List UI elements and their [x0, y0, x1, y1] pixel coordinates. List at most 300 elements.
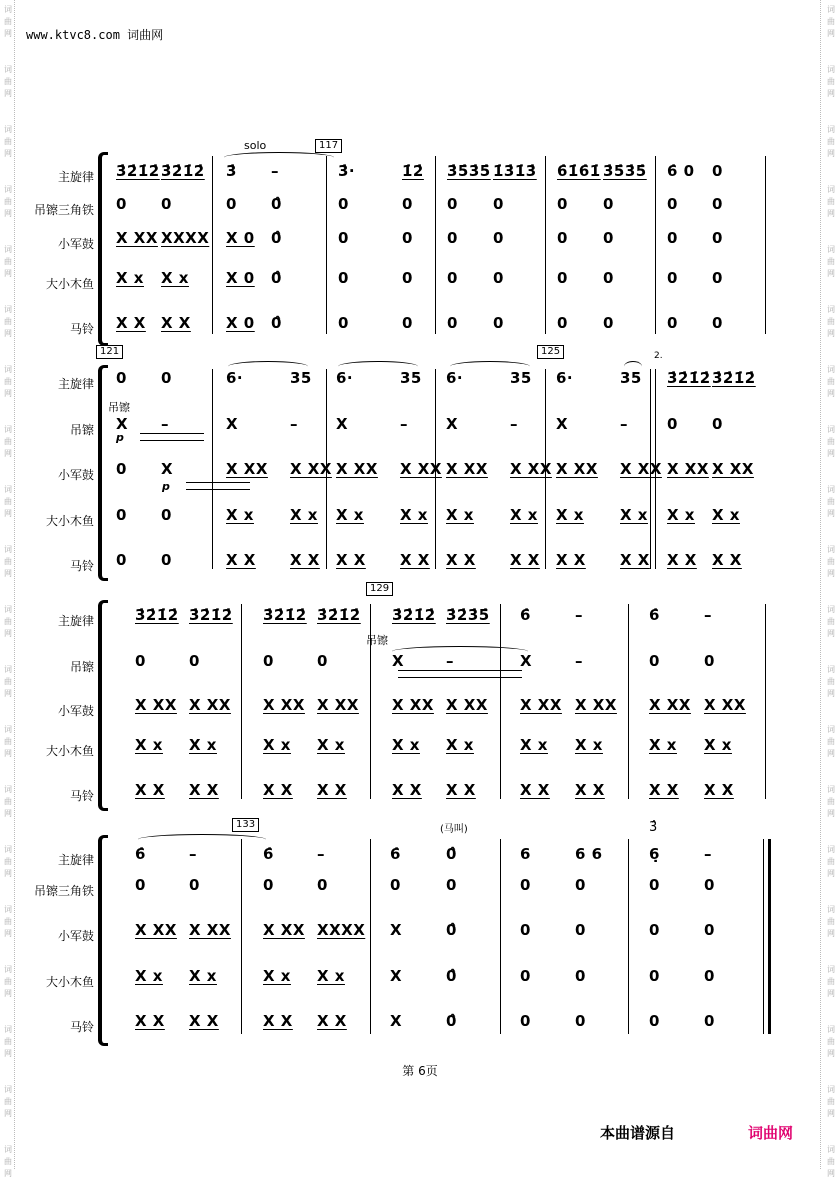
watermark-glyph: 曲 — [827, 617, 835, 626]
note-cell: 0 — [161, 551, 172, 569]
note-cell: X X — [575, 781, 605, 799]
watermark-glyph: 词 — [4, 965, 12, 974]
watermark-glyph: 网 — [827, 689, 835, 698]
note-cell: 0 — [161, 506, 172, 524]
watermark-glyph: 曲 — [4, 437, 12, 446]
note-cell: – — [704, 606, 712, 624]
note-cell: 0 — [575, 876, 586, 894]
watermark-glyph: 曲 — [4, 377, 12, 386]
note-cell: 6̇ — [649, 606, 660, 624]
instrument-label: 马铃 — [69, 322, 94, 336]
watermark-glyph: 词 — [827, 365, 835, 374]
note-cell: X XX — [189, 696, 231, 714]
note-cell: 0 — [447, 195, 458, 213]
note-cell: X X — [392, 781, 422, 799]
note-cell: 0 — [649, 1012, 660, 1030]
note-cell: 0 — [493, 195, 504, 213]
note-cell: X x — [400, 506, 428, 524]
note-cell: X — [390, 967, 403, 985]
site-header[interactable]: www.ktvc8.com 词曲网 — [26, 28, 164, 42]
note-cell: 0 — [712, 415, 723, 433]
note-cell: X — [556, 415, 569, 433]
note-cell: 6̇ — [263, 845, 274, 863]
note-cell: X x — [704, 736, 732, 754]
note-cell: 3̇2̇1̇2̇ — [189, 606, 233, 624]
note-cell: 35 — [510, 369, 532, 387]
system-brace — [98, 152, 108, 346]
watermark-glyph: 曲 — [4, 1037, 12, 1046]
note-cell: 0 — [161, 195, 172, 213]
watermark-glyph: 曲 — [827, 677, 835, 686]
watermark-glyph: 词 — [4, 785, 12, 794]
watermark-glyph: 词 — [4, 485, 12, 494]
watermark-glyph: 词 — [827, 485, 835, 494]
slur-mark — [624, 361, 642, 372]
note-cell: 0 — [704, 652, 715, 670]
note-cell: 0 — [447, 229, 458, 247]
note-cell: X — [390, 921, 403, 939]
note-cell: X x — [392, 736, 420, 754]
note-cell: – — [317, 845, 325, 863]
watermark-glyph: 词 — [827, 1085, 835, 1094]
watermark-glyph: 网 — [827, 749, 835, 758]
note-cell: 6 6 — [575, 845, 603, 863]
note-cell: X XX — [116, 229, 158, 247]
note-cell: X X — [620, 551, 650, 569]
watermark-glyph: 曲 — [827, 257, 835, 266]
note-cell: 0 — [161, 369, 172, 387]
watermark-glyph: 网 — [4, 749, 12, 758]
note-cell: 0 — [447, 314, 458, 332]
measure-number: 117 — [315, 139, 342, 153]
instrument-label: 小军鼓 — [57, 704, 94, 718]
note-cell: X X — [446, 551, 476, 569]
note-cell: 0 — [338, 269, 349, 287]
barline — [655, 156, 656, 334]
note-cell: 0 — [667, 415, 678, 433]
note-cell: X XX — [317, 696, 359, 714]
watermark-glyph: 网 — [827, 149, 835, 158]
note-cell: 0 — [704, 1012, 715, 1030]
note-cell: 0 — [402, 269, 413, 287]
note-cell: X XX — [712, 460, 754, 478]
note-cell: 3̇2̇3̇5̇ — [446, 606, 490, 624]
instrument-label: 大小木鱼 — [45, 277, 94, 291]
source-label: 本曲谱源自 — [600, 1124, 676, 1142]
note-cell: 0 — [226, 195, 237, 213]
watermark-glyph: 网 — [827, 329, 835, 338]
watermark-glyph: 词 — [4, 665, 12, 674]
note-cell: 6̣ — [649, 845, 660, 863]
watermark-glyph: 曲 — [827, 497, 835, 506]
note-cell: X X — [667, 551, 697, 569]
watermark-glyph: 词 — [4, 5, 12, 14]
note-cell: X XX — [263, 696, 305, 714]
note-cell: 6̇ 0 — [667, 162, 695, 180]
note-cell: 0̂ — [271, 314, 282, 332]
note-cell: X x — [556, 506, 584, 524]
watermark-glyph: 曲 — [827, 1157, 835, 1166]
instrument-label: 小军鼓 — [57, 237, 94, 251]
note-cell: X XX — [336, 460, 378, 478]
score-annotation: 3̂ — [649, 820, 658, 835]
note-cell: 35 — [290, 369, 312, 387]
system-brace — [98, 600, 108, 811]
watermark-glyph: 曲 — [4, 557, 12, 566]
note-cell: X x — [667, 506, 695, 524]
watermark-glyph: 网 — [4, 989, 12, 998]
instrument-label: 主旋律 — [57, 170, 94, 184]
watermark-glyph: 网 — [827, 209, 835, 218]
note-cell: X X — [161, 314, 191, 332]
watermark-glyph: 曲 — [827, 917, 835, 926]
note-cell: X XX — [446, 696, 488, 714]
note-cell: 0 — [712, 195, 723, 213]
note-cell: – — [575, 652, 583, 670]
watermark-glyph: 网 — [4, 389, 12, 398]
note-cell: 0 — [390, 876, 401, 894]
note-cell: – — [620, 415, 628, 433]
note-cell: X X — [135, 1012, 165, 1030]
note-cell: X x — [510, 506, 538, 524]
note-cell: X — [161, 460, 174, 478]
note-cell: 35 — [400, 369, 422, 387]
note-cell: 6̇ — [520, 606, 531, 624]
instrument-label: 吊镲三角铁 — [33, 203, 94, 217]
watermark-glyph: 词 — [4, 1085, 12, 1094]
instrument-label: 大小木鱼 — [45, 975, 94, 989]
note-cell: X XX — [510, 460, 552, 478]
watermark-glyph: 网 — [827, 449, 835, 458]
instrument-label: 马铃 — [69, 1020, 94, 1034]
watermark-glyph: 曲 — [827, 137, 835, 146]
watermark-glyph: 词 — [827, 125, 835, 134]
watermark-glyph: 曲 — [827, 17, 835, 26]
watermark-glyph: 词 — [827, 5, 835, 14]
measure-number: 133 — [232, 818, 259, 832]
source-brand[interactable]: 词曲网 — [748, 1124, 794, 1142]
note-cell: X X — [520, 781, 550, 799]
note-cell: X X — [712, 551, 742, 569]
crescendo-mark — [140, 433, 204, 441]
watermark-glyph: 网 — [827, 569, 835, 578]
watermark-glyph: 词 — [827, 665, 835, 674]
note-cell: – — [704, 845, 712, 863]
note-cell: 0 — [116, 551, 127, 569]
barline — [765, 604, 766, 799]
note-cell: 0 — [557, 269, 568, 287]
watermark-glyph: 曲 — [827, 737, 835, 746]
watermark-glyph: 网 — [827, 989, 835, 998]
instrument-label: 小军鼓 — [57, 929, 94, 943]
note-cell: 0 — [649, 921, 660, 939]
note-cell: 0̂ — [446, 1012, 457, 1030]
note-cell: – — [400, 415, 408, 433]
watermark-glyph: 词 — [827, 245, 835, 254]
note-cell: X 0 — [226, 229, 255, 247]
note-cell: 0 — [317, 652, 328, 670]
watermark-glyph: 曲 — [4, 797, 12, 806]
note-cell: X x — [317, 967, 345, 985]
watermark-glyph: 网 — [827, 269, 835, 278]
note-cell: X X — [510, 551, 540, 569]
watermark-glyph: 曲 — [827, 1037, 835, 1046]
watermark-glyph: 网 — [827, 809, 835, 818]
watermark-glyph: 网 — [827, 869, 835, 878]
note-cell: X — [520, 652, 533, 670]
note-cell: X XX — [446, 460, 488, 478]
watermark-glyph: 网 — [4, 269, 12, 278]
instrument-label: 主旋律 — [57, 853, 94, 867]
note-cell: 0 — [135, 876, 146, 894]
watermark-glyph: 词 — [4, 905, 12, 914]
note-cell: X XX — [556, 460, 598, 478]
barline — [370, 839, 371, 1034]
watermark-glyph: 曲 — [4, 1157, 12, 1166]
watermark-glyph: 词 — [4, 605, 12, 614]
note-cell: X x — [263, 736, 291, 754]
note-cell: – — [189, 845, 197, 863]
note-cell: X X — [400, 551, 430, 569]
note-cell: X — [226, 415, 239, 433]
note-cell: 3̇5̇3̇5̇ — [447, 162, 491, 180]
note-cell: 0̂ — [271, 195, 282, 213]
instrument-label: 吊镲三角铁 — [33, 884, 94, 898]
slur-mark — [392, 646, 528, 657]
page-number: 第 6页 — [402, 1064, 438, 1078]
note-cell: X XX — [649, 696, 691, 714]
crescendo-mark — [398, 670, 522, 678]
watermark-glyph: 曲 — [827, 857, 835, 866]
note-cell: 0 — [520, 921, 531, 939]
note-cell: 0 — [263, 652, 274, 670]
watermark-glyph: 曲 — [827, 437, 835, 446]
crescendo-mark — [186, 482, 250, 490]
note-cell: X XX — [667, 460, 709, 478]
note-cell: 0̂ — [446, 921, 457, 939]
note-cell: 0 — [667, 195, 678, 213]
watermark-glyph: 词 — [4, 845, 12, 854]
score-annotation: (马叫) — [440, 824, 468, 835]
watermark-glyph: 网 — [4, 809, 12, 818]
instrument-label: 大小木鱼 — [45, 514, 94, 528]
note-cell: X X — [317, 1012, 347, 1030]
note-cell: X X — [649, 781, 679, 799]
watermark-glyph: 词 — [827, 185, 835, 194]
watermark-glyph: 网 — [827, 629, 835, 638]
note-cell: X XX — [135, 921, 177, 939]
note-cell: XXXX — [161, 229, 210, 247]
note-cell: X x — [135, 967, 163, 985]
watermark-glyph: 曲 — [4, 977, 12, 986]
note-cell: 0̂ — [271, 229, 282, 247]
watermark-glyph: 曲 — [827, 77, 835, 86]
watermark-glyph: 词 — [4, 1025, 12, 1034]
note-cell: 0 — [402, 195, 413, 213]
barline — [435, 156, 436, 334]
note-cell: 3̇2̇1̇2̇ — [712, 369, 756, 387]
note-cell: 0 — [557, 195, 568, 213]
slur-mark — [138, 834, 266, 845]
watermark-glyph: 曲 — [4, 857, 12, 866]
watermark-glyph: 词 — [4, 1145, 12, 1154]
note-cell: 0 — [317, 876, 328, 894]
slur-mark — [450, 361, 530, 372]
note-cell: X X — [263, 1012, 293, 1030]
note-cell: 0̂ — [271, 269, 282, 287]
watermark-glyph: 词 — [4, 245, 12, 254]
watermark-glyph: 词 — [827, 425, 835, 434]
note-cell: – — [510, 415, 518, 433]
watermark-glyph: 网 — [4, 149, 12, 158]
instrument-label: 马铃 — [69, 559, 94, 573]
note-cell: X XX — [520, 696, 562, 714]
instrument-label: 主旋律 — [57, 377, 94, 391]
note-cell: 0 — [338, 314, 349, 332]
watermark-glyph: 曲 — [827, 197, 835, 206]
note-cell: 0 — [712, 229, 723, 247]
right-margin-watermark — [820, 0, 835, 1178]
note-cell: 6· — [336, 369, 354, 387]
note-cell: X XX — [135, 696, 177, 714]
watermark-glyph: 曲 — [4, 257, 12, 266]
note-cell: 0 — [712, 314, 723, 332]
watermark-glyph: 词 — [827, 1145, 835, 1154]
watermark-glyph: 词 — [827, 725, 835, 734]
note-cell: 0 — [557, 229, 568, 247]
watermark-glyph: 网 — [4, 929, 12, 938]
watermark-glyph: 网 — [4, 569, 12, 578]
note-cell: X x — [290, 506, 318, 524]
note-cell: 6̇ — [390, 845, 401, 863]
note-cell: 3̇2̇1̇2̇ — [263, 606, 307, 624]
watermark-glyph: 词 — [4, 185, 12, 194]
barline — [500, 839, 501, 1034]
note-cell: 0 — [446, 876, 457, 894]
instrument-label: 大小木鱼 — [45, 744, 94, 758]
barline — [241, 604, 242, 799]
watermark-glyph: 曲 — [4, 497, 12, 506]
note-cell: X XX — [620, 460, 662, 478]
watermark-glyph: 词 — [4, 65, 12, 74]
note-cell: 0 — [603, 195, 614, 213]
watermark-glyph: 网 — [4, 1109, 12, 1118]
note-cell: X XX — [290, 460, 332, 478]
note-cell: X x — [226, 506, 254, 524]
watermark-glyph: 网 — [827, 1049, 835, 1058]
note-cell: 0̂ — [446, 845, 457, 863]
note-cell: X X — [317, 781, 347, 799]
note-cell: 0 — [712, 162, 723, 180]
watermark-glyph: 曲 — [827, 1097, 835, 1106]
score-annotation: solo — [244, 139, 267, 152]
watermark-glyph: 网 — [4, 689, 12, 698]
note-cell: 3̇· — [338, 162, 356, 180]
note-cell: 6 — [520, 845, 531, 863]
note-cell: 0 — [575, 967, 586, 985]
barline — [212, 369, 213, 569]
note-cell: X X — [189, 781, 219, 799]
watermark-glyph: 曲 — [4, 197, 12, 206]
watermark-glyph: 曲 — [827, 557, 835, 566]
note-cell: 0 — [116, 506, 127, 524]
watermark-glyph: 网 — [4, 1049, 12, 1058]
watermark-glyph: 网 — [827, 389, 835, 398]
watermark-glyph: 词 — [827, 965, 835, 974]
note-cell: X X — [336, 551, 366, 569]
note-cell: 3̇2̇1̇2̇ — [392, 606, 436, 624]
barline — [500, 604, 501, 799]
note-cell: X XX — [226, 460, 268, 478]
watermark-glyph: 网 — [4, 329, 12, 338]
note-cell: 0 — [712, 269, 723, 287]
note-cell: X x — [189, 967, 217, 985]
note-cell: 3̇2̇1̇2̇ — [116, 162, 160, 180]
note-cell: 0 — [649, 652, 660, 670]
score-annotation: p — [116, 431, 124, 444]
watermark-glyph: 曲 — [4, 617, 12, 626]
note-cell: 0 — [557, 314, 568, 332]
score-annotation: p — [162, 480, 170, 493]
note-cell: 0̂ — [446, 967, 457, 985]
watermark-glyph: 词 — [827, 305, 835, 314]
note-cell: X XX — [189, 921, 231, 939]
note-cell: – — [271, 162, 279, 180]
note-cell: X x — [575, 736, 603, 754]
note-cell: 0 — [667, 269, 678, 287]
note-cell: 0 — [116, 460, 127, 478]
note-cell: – — [161, 415, 169, 433]
note-cell: 35 — [620, 369, 642, 387]
note-cell: 3̇2̇1̇2̇ — [317, 606, 361, 624]
watermark-glyph: 曲 — [4, 917, 12, 926]
watermark-glyph: 曲 — [4, 77, 12, 86]
slur-mark — [224, 152, 334, 163]
note-cell: X x — [446, 736, 474, 754]
note-cell: – — [446, 652, 454, 670]
note-cell: X x — [712, 506, 740, 524]
note-cell: 0 — [704, 967, 715, 985]
note-cell: X — [446, 415, 459, 433]
note-cell: X 0 — [226, 269, 255, 287]
note-cell: 0 — [603, 314, 614, 332]
barline — [628, 604, 629, 799]
note-cell: 0 — [402, 229, 413, 247]
note-cell: 0 — [493, 314, 504, 332]
note-cell: 0 — [704, 921, 715, 939]
note-cell: X X — [189, 1012, 219, 1030]
note-cell: X X — [135, 781, 165, 799]
watermark-glyph: 曲 — [4, 1097, 12, 1106]
watermark-glyph: 网 — [827, 929, 835, 938]
note-cell: X XX — [575, 696, 617, 714]
note-cell: X x — [317, 736, 345, 754]
watermark-glyph: 词 — [4, 725, 12, 734]
watermark-glyph: 网 — [4, 509, 12, 518]
note-cell: 0 — [575, 921, 586, 939]
watermark-glyph: 网 — [4, 1169, 12, 1178]
score-annotation: 吊镲 — [108, 401, 130, 414]
note-cell: 0 — [603, 269, 614, 287]
barline — [212, 156, 213, 334]
note-cell: X x — [620, 506, 648, 524]
note-cell: X XX — [400, 460, 442, 478]
note-cell: 3̇5̇3̇5̇ — [603, 162, 647, 180]
watermark-glyph: 词 — [827, 65, 835, 74]
note-cell: 0 — [667, 229, 678, 247]
watermark-glyph: 网 — [4, 629, 12, 638]
note-cell: X X — [704, 781, 734, 799]
